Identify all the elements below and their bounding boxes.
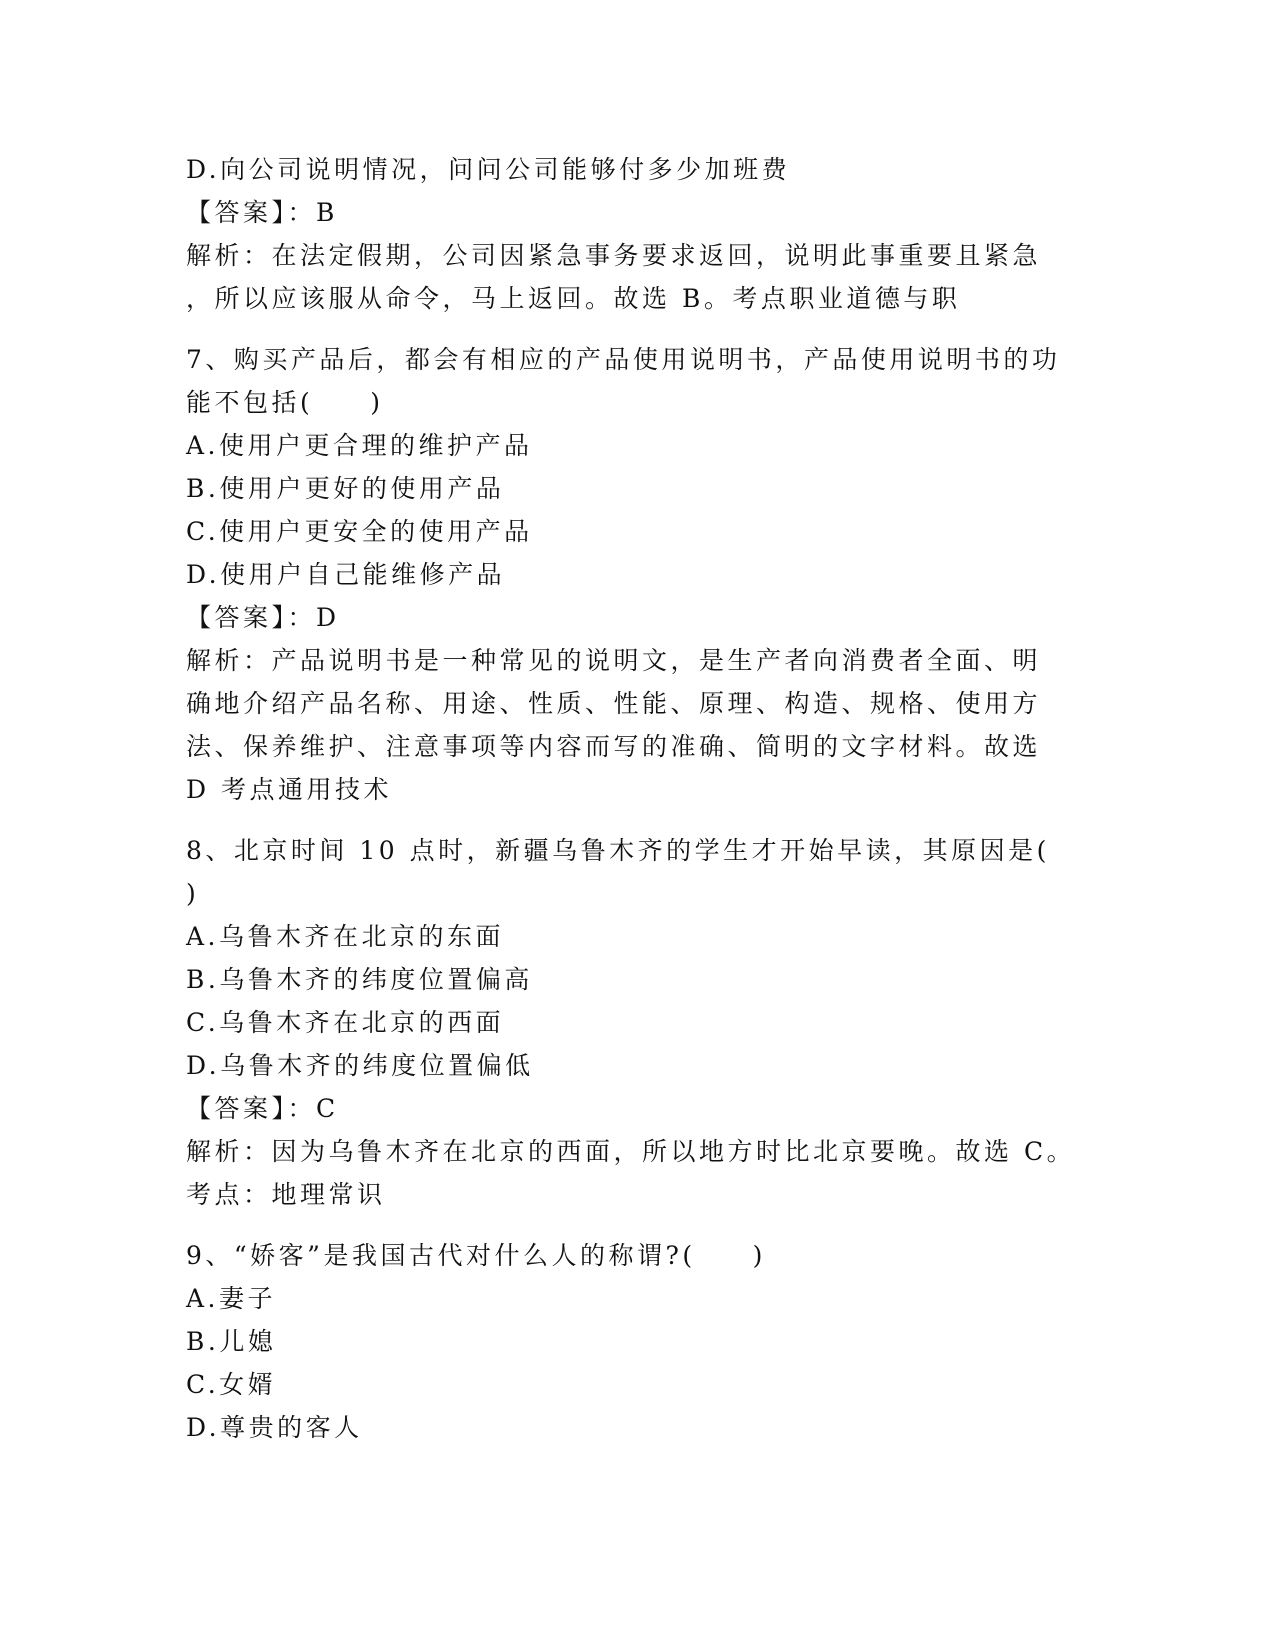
question-6-tail — [186, 148, 1066, 320]
q8-explanation-line: 考点：地理常识 — [186, 1180, 386, 1209]
q9-option-b: B.儿媳 — [186, 1327, 277, 1356]
q9-option-a: A.妻子 — [186, 1284, 277, 1313]
question-8 — [186, 829, 1076, 1216]
q7-option-b: B.使用户更好的使用产品 — [186, 474, 505, 503]
q7-answer: 【答案】：D — [186, 603, 340, 632]
q9-question-line: 9、“娇客”是我国古代对什么人的称谓?( ) — [186, 1241, 766, 1270]
question-9 — [186, 1234, 1066, 1449]
q7-question-line: 7、购买产品后，都会有相应的产品使用说明书，产品使用说明书的功 — [186, 345, 1061, 374]
q7-explanation-line: 确地介绍产品名称、用途、性质、性能、原理、构造、规格、使用方 — [186, 689, 1042, 718]
q8-option-a: A.乌鲁木齐在北京的东面 — [186, 922, 505, 951]
q7-question-line: 能不包括( ) — [186, 388, 384, 417]
q6-explanation-line: 解析：在法定假期，公司因紧急事务要求返回，说明此事重要且紧急 — [186, 241, 1042, 270]
q7-explanation-line: 法、保养维护、注意事项等内容而写的准确、简明的文字材料。故选 — [186, 732, 1042, 761]
q8-answer: 【答案】：C — [186, 1094, 339, 1123]
q8-question-line: ) — [186, 879, 200, 908]
q9-option-c: C.女婿 — [186, 1370, 277, 1399]
q7-explanation-line: 解析：产品说明书是一种常见的说明文，是生产者向消费者全面、明 — [186, 646, 1042, 675]
q8-option-c: C.乌鲁木齐在北京的西面 — [186, 1008, 505, 1037]
q9-option-d: D.尊贵的客人 — [186, 1413, 363, 1442]
q6-option-d: D.向公司说明情况，问问公司能够付多少加班费 — [186, 155, 791, 184]
q8-question-line: 8、北京时间 10 点时，新疆乌鲁木齐的学生才开始早读，其原因是( — [186, 836, 1050, 865]
q7-explanation-line: D 考点通用技术 — [186, 775, 392, 804]
spacer — [186, 320, 1066, 338]
q8-explanation-line: 解析：因为乌鲁木齐在北京的西面，所以地方时比北京要晚。故选 C。 — [186, 1137, 1076, 1166]
document-page — [186, 148, 1076, 1449]
spacer — [186, 811, 1066, 829]
question-7 — [186, 338, 1066, 811]
q7-option-d: D.使用户自己能维修产品 — [186, 560, 506, 589]
q8-option-b: B.乌鲁木齐的纬度位置偏高 — [186, 965, 533, 994]
spacer — [186, 1216, 1066, 1234]
q8-option-d: D.乌鲁木齐的纬度位置偏低 — [186, 1051, 534, 1080]
q6-explanation-line: ，所以应该服从命令，马上返回。故选 B。考点职业道德与职 — [186, 284, 961, 313]
q7-option-a: A.使用户更合理的维护产品 — [186, 431, 533, 460]
q7-option-c: C.使用户更安全的使用产品 — [186, 517, 533, 546]
q6-answer: 【答案】：B — [186, 198, 338, 227]
